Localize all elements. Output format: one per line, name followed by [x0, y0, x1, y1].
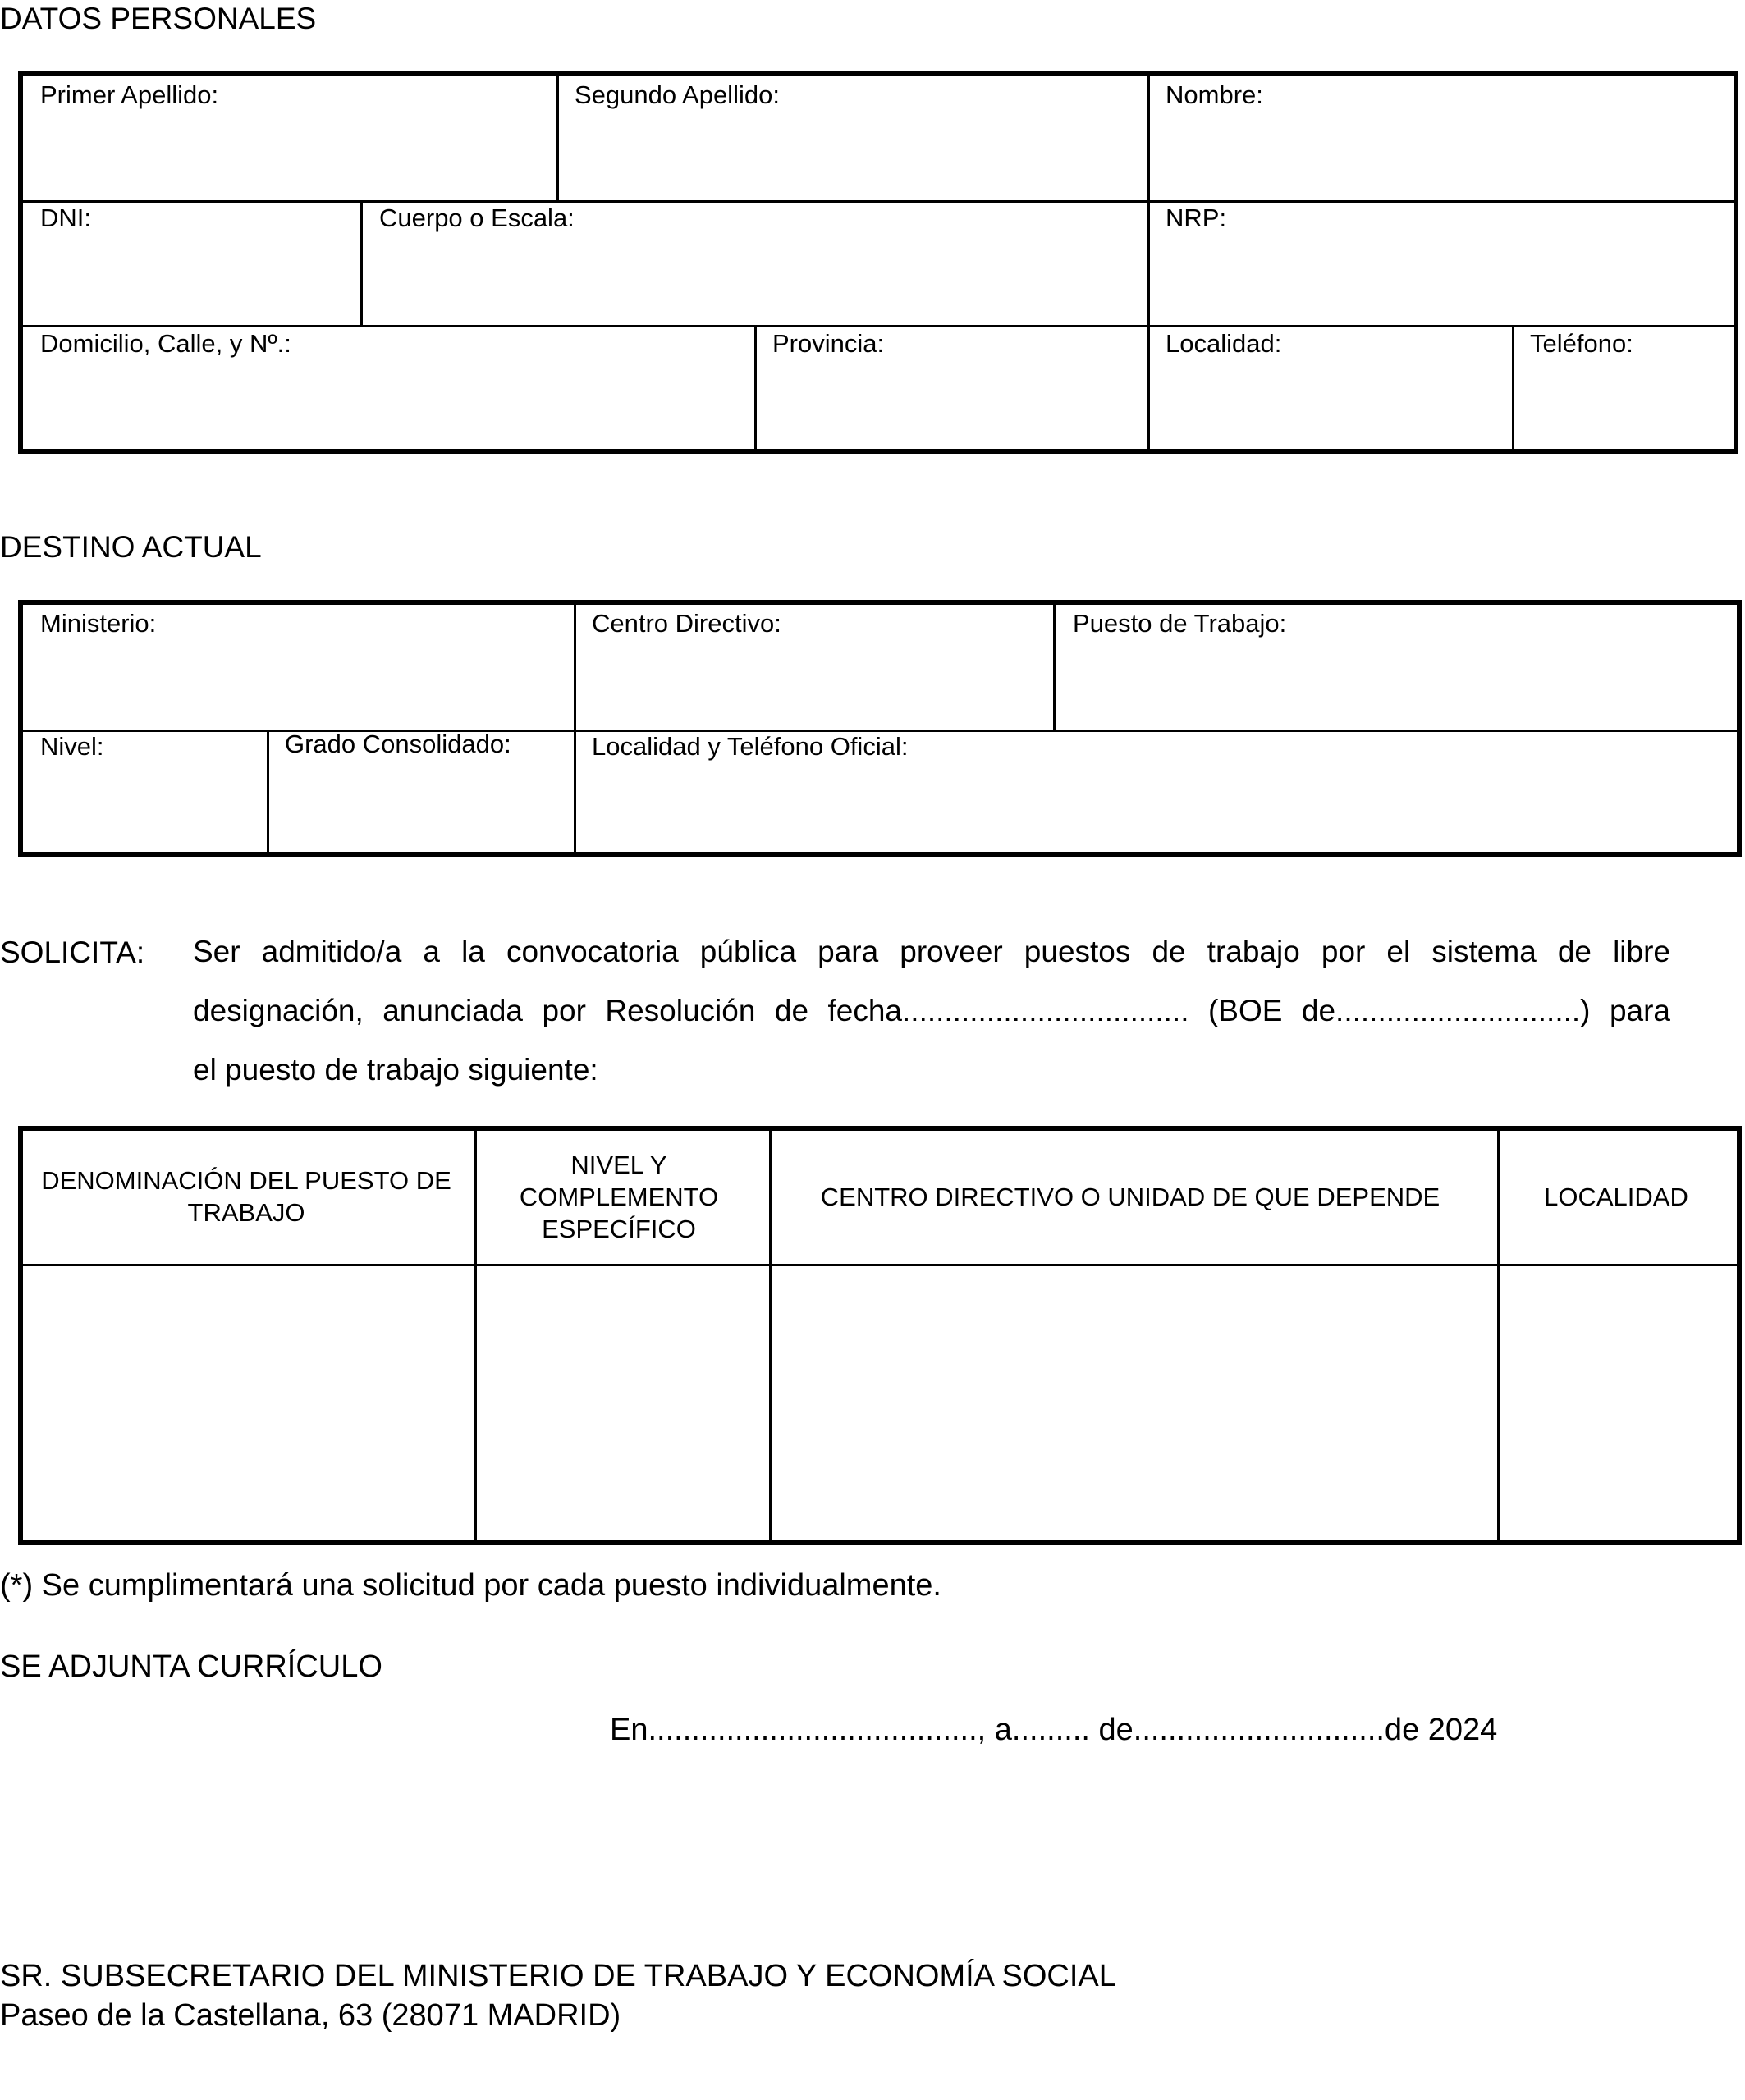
localidad-telefono-oficial-field[interactable]: Localidad y Teléfono Oficial: [592, 732, 909, 761]
fecha-line[interactable]: En......................................, a......... de.............................de 2024 [610, 1713, 1498, 1747]
solicita-label: SOLICITA: [0, 936, 145, 969]
centro-directivo-field[interactable]: Centro Directivo: [592, 609, 781, 638]
solicita-line-1: Ser admitido/a a la convocatoria pública para proveer puestos de trabajo por el sistema de libre [193, 935, 1670, 968]
segundo-apellido-field[interactable]: Segundo Apellido: [575, 80, 780, 109]
ministerio-field[interactable]: Ministerio: [40, 609, 157, 638]
destino-table [18, 600, 1742, 857]
nrp-field[interactable]: NRP: [1166, 204, 1227, 232]
telefono-field[interactable]: Teléfono: [1530, 329, 1633, 358]
input-centro-directivo[interactable] [769, 1264, 1495, 1540]
puesto-trabajo-field[interactable]: Puesto de Trabajo: [1073, 609, 1287, 638]
personal-heading: DATOS PERSONALES [0, 2, 317, 35]
localidad-field[interactable]: Localidad: [1166, 329, 1282, 358]
input-denominacion[interactable] [28, 1264, 472, 1540]
addressee-address: Paseo de la Castellana, 63 (28071 MADRID) [0, 1998, 621, 2033]
cuerpo-escala-field[interactable]: Cuerpo o Escala: [379, 204, 575, 232]
grado-consolidado-field[interactable]: Grado Consolidado: [285, 730, 511, 758]
note-text: (*) Se cumplimentará una solicitud por cada puesto individualmente. [0, 1568, 941, 1603]
nombre-field[interactable]: Nombre: [1166, 80, 1263, 109]
destino-heading: DESTINO ACTUAL [0, 530, 262, 564]
solicita-text [193, 922, 1670, 1100]
nivel-field[interactable]: Nivel: [40, 732, 104, 761]
solicita-line-3: el puesto de trabajo siguiente: [193, 1053, 598, 1087]
solicita-line-2: designación, anunciada por Resolución de fecha.................................. (BOE de.............................) para [193, 994, 1670, 1027]
input-localidad[interactable] [1497, 1264, 1735, 1540]
dni-field[interactable]: DNI: [40, 204, 91, 232]
addressee-title: SR. SUBSECRETARIO DEL MINISTERIO DE TRABAJO Y ECONOMÍA SOCIAL [0, 1959, 1116, 1993]
primer-apellido-field[interactable]: Primer Apellido: [40, 80, 219, 109]
personal-data-table [18, 71, 1738, 454]
column-header-centro-directivo: CENTRO DIRECTIVO O UNIDAD DE QUE DEPENDE [820, 1182, 1440, 1211]
column-header-nivel: NIVEL Y COMPLEMENTO ESPECÍFICO [519, 1150, 719, 1243]
adjunta-curriculo: SE ADJUNTA CURRÍCULO [0, 1649, 382, 1684]
provincia-field[interactable]: Provincia: [772, 329, 885, 358]
input-nivel[interactable] [474, 1264, 767, 1540]
domicilio-field[interactable]: Domicilio, Calle, y Nº.: [40, 329, 291, 358]
column-header-localidad: LOCALIDAD [1544, 1182, 1688, 1211]
column-header-denominacion: DENOMINACIÓN DEL PUESTO DE TRABAJO [41, 1166, 451, 1227]
